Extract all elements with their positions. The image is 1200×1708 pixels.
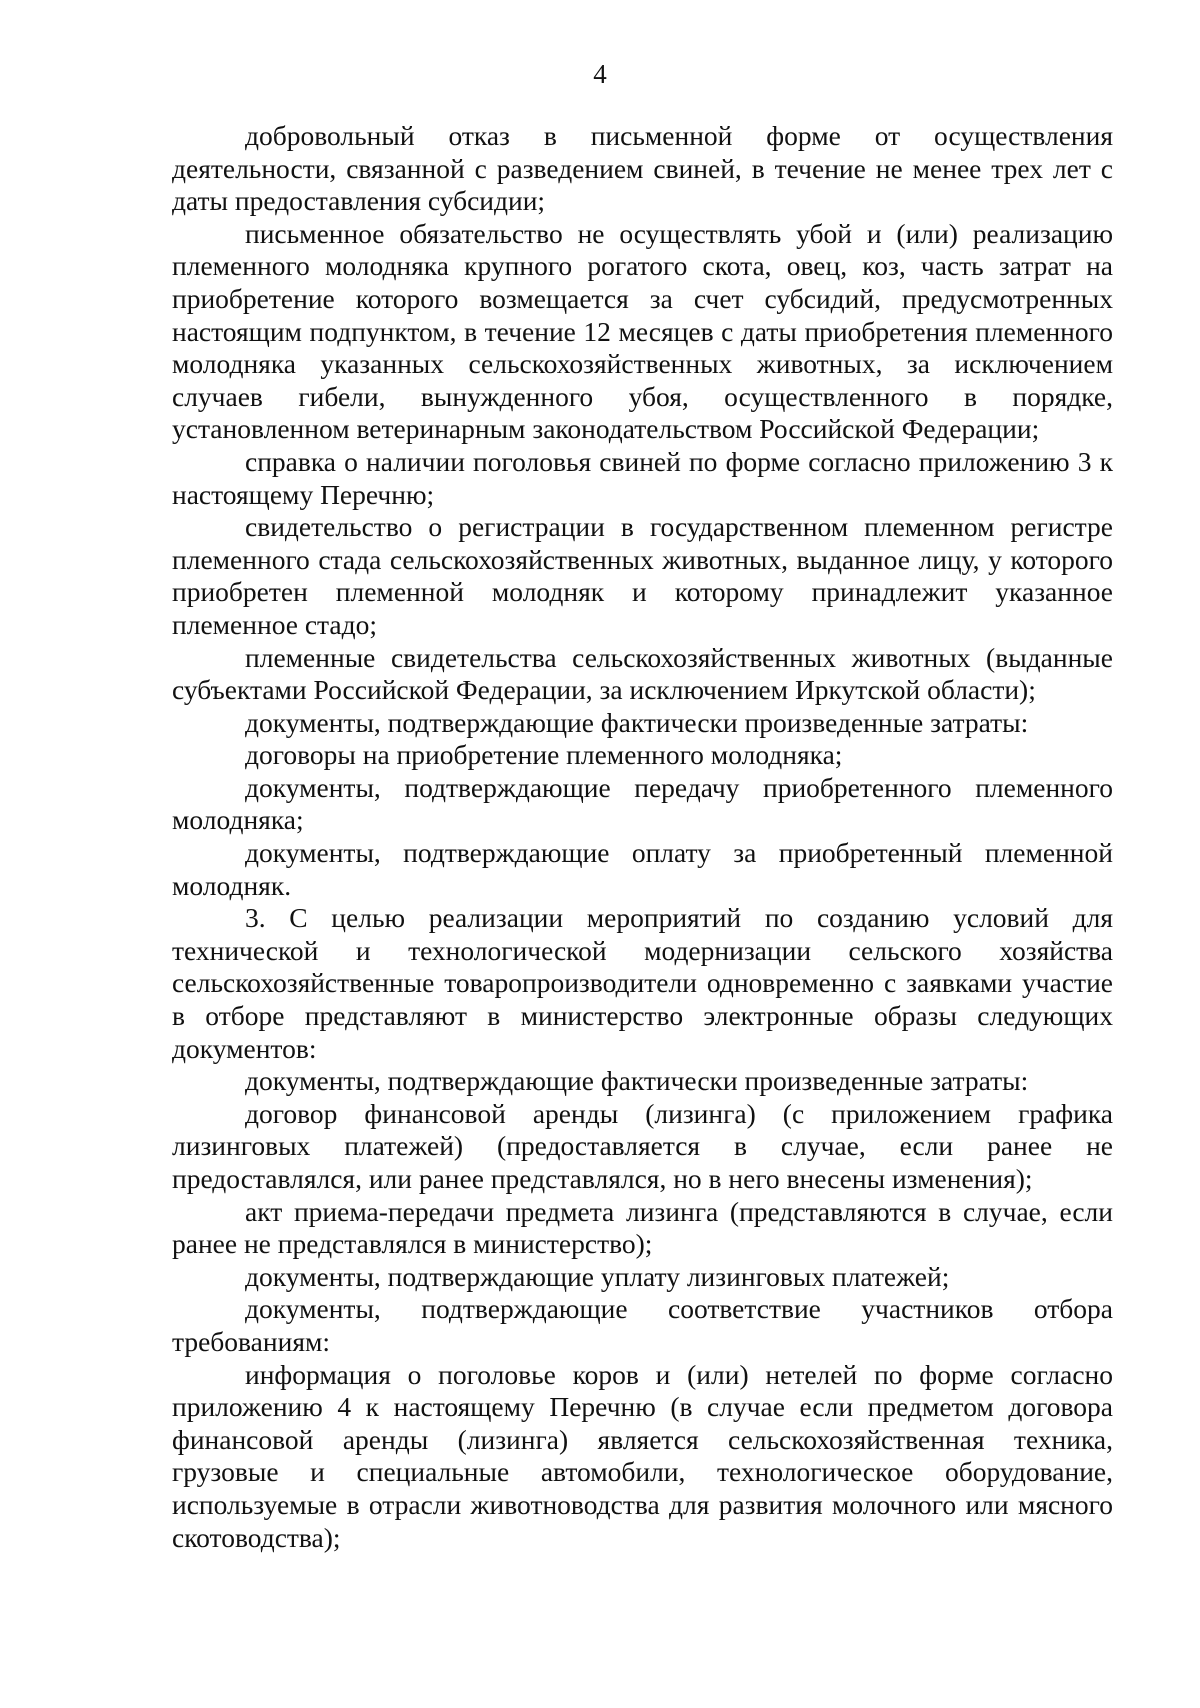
paragraph: письменное обязательство не осуществлять убой и (или) реализацию племенного молодняка крупного рогатого скота, овец, коз, часть затрат на приобретение которого возмещается за счет субсидий, предусмотренных настоящим подпунктом, в течение 12 месяцев с даты приобретения племенного молодняка указанных сельскохозяйственных животных, за исключением случаев гибели, вынужденного убоя, осуществленного в порядке, установленном ветеринарным законодательством Российской Федерации;: [172, 217, 1113, 445]
paragraph: договоры на приобретение племенного молодняка;: [245, 739, 843, 771]
paragraph: справка о наличии поголовья свиней по форме согласно приложению 3 к настоящему Перечню;: [172, 445, 1113, 510]
paragraph: документы, подтверждающие передачу приобретенного племенного молодняка;: [172, 771, 1113, 836]
paragraph: племенные свидетельства сельскохозяйственных животных (выданные субъектами Российской Федерации, за исключением Иркутской области);: [172, 641, 1113, 706]
paragraph: документы, подтверждающие оплату за приобретенный племенной молодняк.: [172, 837, 1113, 901]
paragraph: договор финансовой аренды (лизинга) (с приложением графика лизинговых платежей) (предоставляется в случае, если ранее не предоставлялся, или ранее представлялся, но в него внесены изменения);: [172, 1097, 1113, 1194]
paragraph: документы, подтверждающие фактически произведенные затраты:: [245, 706, 1029, 738]
paragraph: документы, подтверждающие соответствие участников отбора требованиям:: [172, 1293, 1113, 1357]
document-body: [172, 120, 1113, 1554]
section-3-paragraph: 3. С целью реализации мероприятий по созданию условий для технической и технологической модернизации сельского хозяйства сельскохозяйственные товаропроизводители одновременно с заявками участие в отборе представляют в министерство электронные образы следующих документов:: [172, 902, 1113, 1064]
paragraph: добровольный отказ в письменной форме от осуществления деятельности, связанной с разведением свиней, в течение не менее трех лет с даты предоставления субсидии;: [172, 120, 1113, 217]
paragraph: свидетельство о регистрации в государственном племенном регистре племенного стада сельскохозяйственных животных, выданное лицу, у которого приобретен племенной молодняк и которому принадлежит указанное племенное стадо;: [172, 511, 1113, 640]
paragraph: акт приема-передачи предмета лизинга (представляются в случае, если ранее не представлялся в министерство);: [172, 1195, 1113, 1260]
page-number: 4: [593, 59, 607, 89]
paragraph: документы, подтверждающие уплату лизинговых платежей;: [245, 1260, 950, 1292]
paragraph: информация о поголовье коров и (или) нетелей по форме согласно приложению 4 к настоящему Перечню (в случае если предметом договора финансовой аренды (лизинга) является сельскохозяйственная техника, грузовые и специальные автомобили, технологическое оборудование, используемые в отрасли животноводства для развития молочного или мясного скотоводства);: [172, 1358, 1113, 1553]
paragraph: документы, подтверждающие фактически произведенные затраты:: [245, 1065, 1029, 1097]
